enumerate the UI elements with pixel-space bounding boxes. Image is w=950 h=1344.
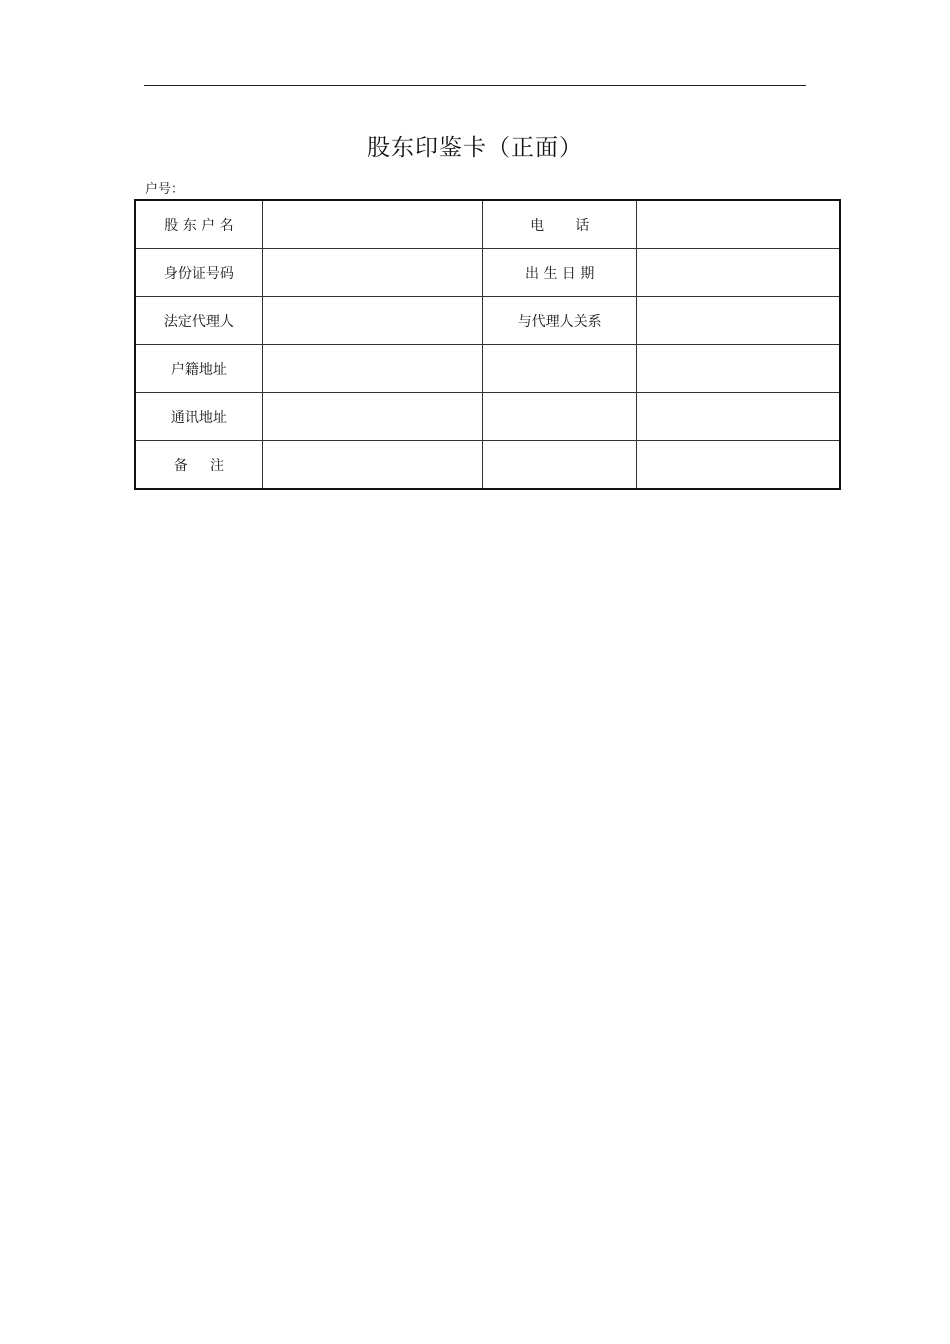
field-label-id-number: 身份证号码 <box>163 265 234 282</box>
page-title: 股东印鉴卡（正面） <box>367 135 583 161</box>
table-row <box>135 393 840 441</box>
value-cell-shareholder-name[interactable] <box>262 200 483 249</box>
blank-cell[interactable] <box>483 441 636 490</box>
field-label-agent-relation: 与代理人关系 <box>517 313 602 330</box>
blank-cell[interactable] <box>483 345 636 393</box>
field-label-household-address: 户籍地址 <box>170 361 227 378</box>
value-cell-phone[interactable] <box>636 200 840 249</box>
value-cell-agent-relation[interactable] <box>636 297 840 345</box>
table-row <box>135 249 840 297</box>
table-row <box>135 297 840 345</box>
table-row <box>135 200 840 249</box>
value-cell-birth-date[interactable] <box>636 249 840 297</box>
field-label-legal-agent: 法定代理人 <box>163 313 234 330</box>
field-label-mailing-address: 通讯地址 <box>170 409 227 426</box>
value-cell-household-address[interactable] <box>262 345 483 393</box>
shareholder-seal-card-table <box>134 199 841 490</box>
blank-cell[interactable] <box>483 393 636 441</box>
label-cell <box>135 249 262 297</box>
label-cell <box>483 297 636 345</box>
label-cell <box>135 393 262 441</box>
value-cell-legal-agent[interactable] <box>262 297 483 345</box>
blank-cell[interactable] <box>636 345 840 393</box>
blank-cell[interactable] <box>636 441 840 490</box>
table-row <box>135 441 840 490</box>
label-cell <box>135 297 262 345</box>
value-cell-mailing-address[interactable] <box>262 393 483 441</box>
field-label-shareholder-name: 股 东 户 名 <box>164 217 234 234</box>
blank-cell[interactable] <box>636 393 840 441</box>
field-label-birth-date: 出 生 日 期 <box>525 265 595 282</box>
label-cell <box>135 200 262 249</box>
table-row <box>135 345 840 393</box>
value-cell-remarks[interactable] <box>262 441 483 490</box>
field-label-remarks: 备 注 <box>173 457 225 474</box>
label-cell <box>483 200 636 249</box>
account-number-label: 户号： <box>145 182 185 197</box>
field-label-phone: 电 话 <box>530 217 590 234</box>
value-cell-id-number[interactable] <box>262 249 483 297</box>
label-cell <box>135 441 262 490</box>
label-cell <box>135 345 262 393</box>
label-cell <box>483 249 636 297</box>
header-rule <box>144 85 806 86</box>
